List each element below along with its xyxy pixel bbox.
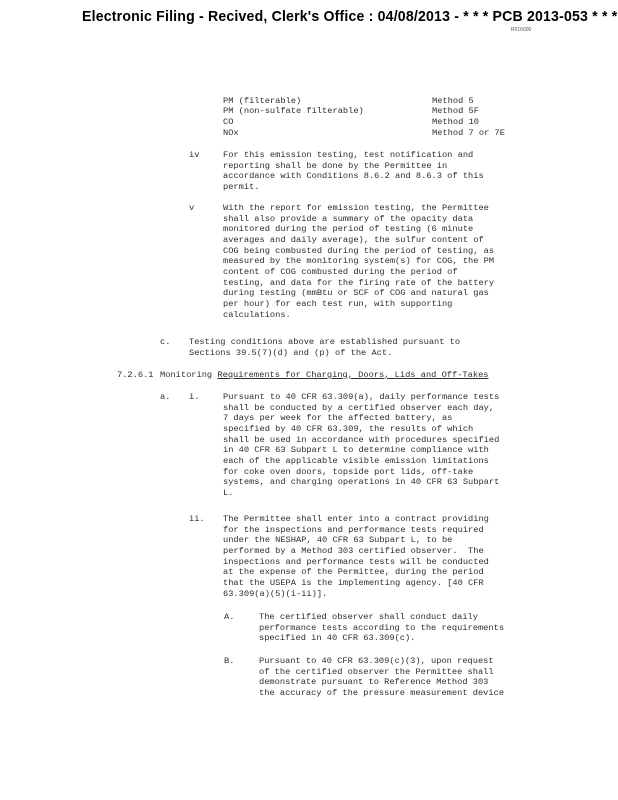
paragraph-line: in 40 CFR 63 Subpart L to determine compliance with <box>223 445 489 456</box>
item-marker: c. <box>160 337 171 347</box>
paragraph-line: systems, and charging operations in 40 CFR 63 Subpart <box>223 477 500 488</box>
test-method-name: Method 5 <box>432 96 474 106</box>
paragraph-line: COG being combusted during the period of testing, as <box>223 245 495 256</box>
paragraph-line: permit. <box>223 181 260 192</box>
paragraph-line: averages and daily average), the sulfur content of <box>223 234 484 245</box>
item-marker: A. <box>224 612 235 622</box>
paragraph-line: performed by a Method 303 certified observer. The <box>223 545 484 556</box>
paragraph-line: for the inspections and performance tests required <box>223 524 484 535</box>
test-method-pollutant: NOx <box>223 128 239 138</box>
paragraph-line: specified in 40 CFR 63.309(c). <box>259 633 416 644</box>
paragraph-line: Pursuant to 40 CFR 63.309(a), daily performance tests <box>223 392 500 402</box>
paragraph-line: inspections and performance tests will be conducted <box>223 556 489 567</box>
item-marker: iv <box>189 150 200 160</box>
item-marker: B. <box>224 656 235 666</box>
paragraph-line: reporting shall be done by the Permittee in <box>223 160 448 171</box>
section-number: 7.2.6.1 <box>117 370 154 380</box>
test-method-name: Method 7 or 7E <box>432 128 505 138</box>
paragraph-line: shall be used in accordance with procedures specified <box>223 434 500 445</box>
paragraph-line: demonstrate pursuant to Reference Method 303 <box>259 677 489 688</box>
paragraph-line: each of the applicable visible emission limitations <box>223 455 489 466</box>
paragraph-line: performance tests according to the requirements <box>259 622 505 633</box>
item-marker: a. <box>160 392 171 402</box>
paragraph-line: Sections 39.5(7)(d) and (p) of the Act. <box>189 347 393 358</box>
paragraph-line: content of COG combusted during the period of <box>223 266 458 277</box>
paragraph-line: 63.309(a)(5)(i-ii)]. <box>223 588 328 599</box>
paragraph-line: For this emission testing, test notification and <box>223 150 474 160</box>
paragraph-line: measured by the monitoring system(s) for COG, the PM <box>223 256 495 267</box>
paragraph-line: per hour) for each test run, with supporting <box>223 298 453 309</box>
paragraph-line: shall be conducted by a certified observer each day, <box>223 402 495 413</box>
paragraph-line: monitored during the period of testing (6 minute <box>223 224 474 235</box>
item-marker: v <box>189 203 195 213</box>
item-marker: ii. <box>189 514 205 524</box>
paragraph-line: calculations. <box>223 309 291 320</box>
paragraph-line: Testing conditions above are established pursuant to <box>189 337 461 347</box>
paragraph-line: accordance with Conditions 8.6.2 and 8.6.3 of this <box>223 171 484 182</box>
paragraph-line: at the expense of the Permittee, during the period <box>223 567 484 578</box>
paragraph-line: With the report for emission testing, the Permittee <box>223 203 489 213</box>
page-id: R016000 <box>511 27 532 33</box>
filing-stamp-header: Electronic Filing - Recived, Clerk's Office : 04/08/2013 - * * * PCB 2013-053 * * * <box>82 8 618 25</box>
test-method-name: Method 10 <box>432 117 479 127</box>
test-method-name: Method 5F <box>432 106 479 116</box>
section-title-underlined: Requirements for Charging, Doors, Lids and Off-Takes <box>217 370 489 380</box>
paragraph-line: that the USEPA is the implementing agency. [40 CFR <box>223 577 484 588</box>
test-method-pollutant: PM (filterable) <box>223 96 302 106</box>
paragraph-line: The certified observer shall conduct daily <box>259 612 478 622</box>
paragraph-line: for coke oven doors, topside port lids, off-take <box>223 466 474 477</box>
paragraph-line: of the certified observer the Permittee shall <box>259 666 494 677</box>
paragraph-line: during testing (mmBtu or SCF of COG and natural gas <box>223 288 489 299</box>
test-method-pollutant: CO <box>223 117 234 127</box>
section-title: Monitoring <box>160 370 218 380</box>
item-marker: i. <box>189 392 200 402</box>
test-method-pollutant: PM (non-sulfate filterable) <box>223 106 364 116</box>
paragraph-line: 7 days per week for the affected battery, as <box>223 413 453 424</box>
paragraph-line: Pursuant to 40 CFR 63.309(c)(3), upon request <box>259 656 494 666</box>
paragraph-line: under the NESHAP, 40 CFR 63 Subpart L, to be <box>223 535 453 546</box>
paragraph-line: the accuracy of the pressure measurement device <box>259 687 505 698</box>
paragraph-line: specified by 40 CFR 63.309, the results of which <box>223 423 474 434</box>
paragraph-line: The Permittee shall enter into a contract providing <box>223 514 489 524</box>
paragraph-line: L. <box>223 487 234 498</box>
paragraph-line: shall also provide a summary of the opacity data <box>223 213 474 224</box>
paragraph-line: testing, and data for the firing rate of the battery <box>223 277 495 288</box>
